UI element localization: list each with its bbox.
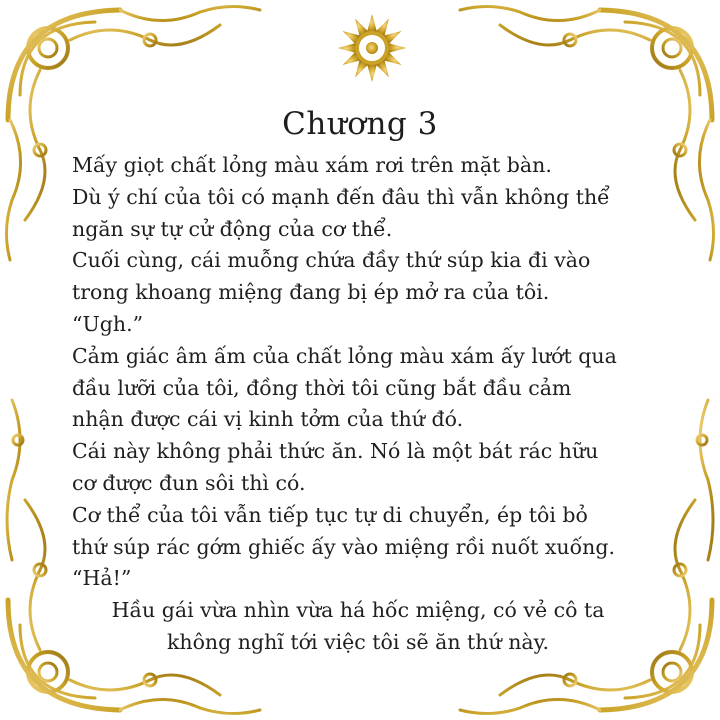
text-line: Cơ thể của tôi vẫn tiếp tục tự di chuyển, ép tôi bỏ — [72, 502, 588, 527]
text-line: cơ được đun sôi thì có. — [72, 470, 306, 495]
text-line: không nghĩ tới việc tôi sẽ ăn thứ này. — [166, 629, 550, 654]
text-line: Mấy giọt chất lỏng màu xám rơi trên mặt bàn. — [72, 153, 552, 177]
text-line: “Hả!” — [72, 566, 132, 591]
chapter-title: Chương 3 — [282, 106, 438, 142]
text-line: trong khoang miệng đang bị ép mở ra của tôi. — [72, 280, 550, 305]
text-line: thứ súp rác gớm ghiếc ấy vào miệng rồi nuốt xuống. — [72, 534, 616, 559]
text-line: nhận được cái vị kinh tởm của thứ đó. — [72, 407, 464, 432]
side-ornament-left — [7, 400, 23, 560]
text-line: Cảm giác âm ấm của chất lỏng màu xám ấy lướt qua — [72, 343, 617, 368]
chapter-body — [72, 150, 692, 659]
sun-moon-emblem-icon — [300, 2, 418, 106]
text-line: đầu lưỡi của tôi, đồng thời tôi cũng bắt đầu cảm — [72, 375, 572, 400]
text-line: Cái này không phải thức ăn. Nó là một bát rác hữu — [72, 439, 599, 464]
text-line: ngăn sự tự cử động của cơ thể. — [72, 216, 393, 241]
text-line: “Ugh.” — [72, 311, 144, 336]
text-line: Cuối cùng, cái muỗng chứa đầy thứ súp kia đi vào — [72, 248, 591, 273]
text-line: Dù ý chí của tôi có mạnh đến đâu thì vẫn không thể — [72, 184, 610, 209]
text-line: Hầu gái vừa nhìn vừa há hốc miệng, có vẻ cô ta — [111, 598, 605, 623]
side-ornament-right — [697, 400, 713, 560]
